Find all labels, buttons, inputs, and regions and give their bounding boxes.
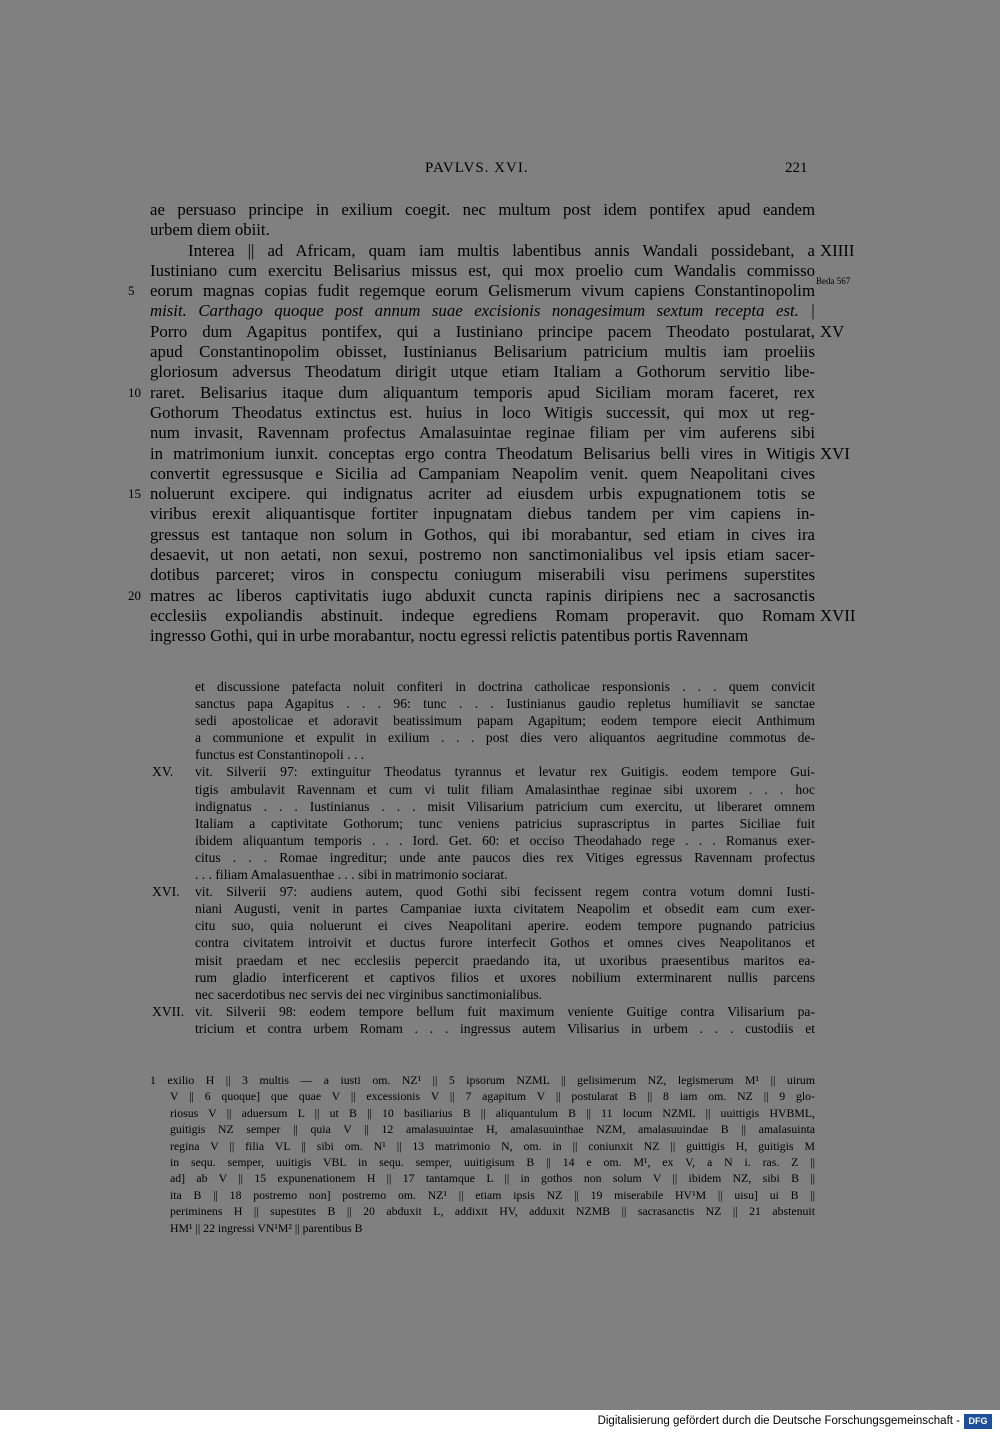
main-line [150,240,855,261]
page-number: 221 [785,160,808,176]
main-line-text: Porro dum Agapitus pontifex, qui a Iustiniano principe pacem Theodato postularat, [150,321,815,341]
digitization-footer [0,1410,1000,1434]
line-number: 5 [128,283,135,299]
main-line-text: noluerunt excipere. qui indignatus acriter ad eiusdem urbis expugnationem totis se [150,484,815,504]
main-line [150,220,815,240]
commentary-line [150,900,815,917]
main-line [150,321,845,342]
main-line-text: eorum magnas copias fudit regemque eorum Gelismerum vivum capiens Constantinopolim [150,281,815,301]
commentary-line [150,781,815,798]
commentary-line-text: functus est Constantinopoli . . . [195,747,365,763]
main-line-text: Interea || ad Africam, quam iam multis labentibus annis Wandali possidebant, a [188,240,815,260]
main-line-text: ecclesiis expoliandis abstinuit. indeque egrediens Romam properavit. quo Romam [150,605,815,625]
main-line-text: raret. Belisarius itaque dum aliquantum temporis apud Siciliam moram faceret, rex [150,382,815,402]
main-line-text: in matrimonium iunxit. conceptas ergo contra Theodatum Belisarius belli vires in Witigis [150,443,815,463]
commentary-line [150,746,815,763]
commentary-line-text: citu suo, quia noluerunt ei cives Neapolitani aperire. eodem tempore pugnando patricius [195,918,815,934]
margin-chapter-number: XVI [820,443,850,463]
line-number: 10 [128,384,141,400]
commentary-line [150,832,815,849]
commentary-line [150,952,815,969]
commentary-line-text: . . . filiam Amalasuenthae . . . sibi in matrimonio sociarat. [195,867,508,883]
main-line-text: ae persuaso principe in exilium coegit. nec multum post idem pontifex apud eandem [150,200,815,219]
apparatus-line-text: riosus V || aduersum L || ut B || 10 basiliarius B || aliquantulum B || 11 locum NZML || uuittigis HVBML, [170,1105,815,1120]
commentary-line-text: misit praedam et nec ecclesiis pepercit praedando ita, ut uxoribus praesentibus maritos ea- [195,952,815,968]
main-line-text: ingresso Gothi, qui in urbe morabantur, noctu egressi relictis patentibus portis Ravennam [150,626,749,646]
commentary-line [150,798,815,815]
commentary-line-text: indignatus . . . Iustinianus . . . misit Vilisarium patricium cum exercitu, ut liberaret omnem [195,798,815,814]
main-line-text: viribus erexit aliquantisque fortiter inpugnatam diebus tandem per vim capiens in- [150,504,815,524]
main-line-text: gloriosum adversus Theodatum dirigit utque etiam Italiam a Gothorum servitio libe- [150,362,815,382]
running-header [0,160,1000,182]
main-line [128,585,815,606]
main-line [150,504,815,524]
commentary-line-text: tricium et contra urbem Romam . . . ingressus autem Vilisarius in urbem . . . custodiis et [195,1020,815,1036]
main-line [150,342,815,362]
apparatus-line [150,1154,815,1170]
main-line [150,301,815,321]
commentary-chapter-label: XVII. [152,1003,185,1019]
main-line-text: Iustiniano cum exercitu Belisarius missus est, qui mox proelio cum Wandalis commisso [150,260,815,280]
apparatus-line [150,1170,815,1186]
commentary-line-text: nec sacerdotibus nec servis dei nec virginibus sanctimonialibus. [195,986,543,1002]
line-number: 15 [128,486,141,502]
commentary [150,678,815,1037]
main-line [150,464,815,484]
apparatus-line [150,1220,815,1236]
commentary-line-text: vit. Silverii 98: eodem tempore bellum fuit maximum veniente Guitige contra Vilisarium pa- [195,1003,815,1019]
footer-credit: Digitalisierung gefördert durch die Deutsche Forschungsgemeinschaft - [597,1415,960,1427]
main-line-text: misit. Carthago quoque post annum suae excisionis nonagesimum sextum recepta est. | [150,301,815,321]
main-line-text: matres ac liberos captivitatis iugo abduxit cuncta rapinis diripiens nec a sacrosanctis [150,585,815,605]
main-line [150,423,815,443]
apparatus-line-text: guitigis NZ semper || quia V || 12 amalasuuintae H, amalasuuinthae NZM, amalasuuindae B || amalasuinta [170,1122,815,1137]
main-line [150,200,815,220]
commentary-line [150,917,815,934]
commentary-line [150,815,815,832]
apparatus-line-text: ita B || 18 postremo non] postremo om. NZ¹ || etiam ipsis NZ || 19 miserabile HV¹M || uisu] ui B || [170,1187,815,1202]
main-line-text: urbem diem obiit. [150,220,270,240]
main-line-text: gressus est tantaque non solum in Gothos, qui ibi morabantur, sed etiam in cives ira [150,524,815,544]
commentary-line [150,763,815,780]
margin-reference: Beda 567 [816,275,851,286]
commentary-line-text: contra civitatem introivit et ductus furore interfecit Gothos et omnes cives Neapolitanos et [195,935,815,951]
commentary-line-text: sedi apostolicae et adoravit beatissimum papam Agapitum; eodem tempore eiecit Anthimum [195,713,815,729]
main-line [150,525,815,545]
commentary-chapter-label: XV. [152,764,174,780]
commentary-line-text: tigis ambulavit Ravennam et cum vi tulit filiam Amalasinthae reginae sibi uxorem . . . hoc [195,781,815,797]
main-line [150,565,815,585]
main-line-text: Gothorum Theodatus extinctus est. huius in loco Witigis successit, qui mox ut reg- [150,402,815,422]
main-line [128,484,815,504]
main-line [150,626,815,646]
main-line [150,260,851,286]
commentary-chapter-label: XVI. [152,884,180,900]
apparatus-line [150,1187,815,1203]
commentary-line [150,883,815,900]
apparatus-line [150,1072,815,1088]
apparatus-line-text: 1 exilio H || 3 multis — a iusti om. NZ¹ || 5 ipsorum NZML || gelisimerum NZ, legismerum M¹ || uirum [150,1073,815,1087]
apparatus-line-text: V || 6 quoque] que quae V || excessionis V || 7 agapitum V || postularat B || 8 iam om. NZ || 9 glo- [170,1089,815,1104]
commentary-line-text: et discussione patefacta noluit confiteri in doctrina catholicae responsionis . . . quem convicit [195,679,815,694]
apparatus-line-text: in sequ. semper, uuitigis VBL in sequ. semper, uuitigisum B || 14 e om. M¹, ex V, a N i. ras. Z || [170,1154,815,1169]
apparatus-line-text: HM¹ || 22 ingressi VN¹M² || parentibus B [170,1220,363,1235]
commentary-line [150,986,815,1003]
margin-chapter-number: XIIII [820,240,855,260]
running-title: PAVLVS. XVI. [425,160,529,176]
line-number: 20 [128,587,141,603]
commentary-line-text: rum gladio interficerent et captivos filios et uxores nobilium exterminarent nullis parcens [195,969,815,985]
commentary-line [150,934,815,951]
commentary-line [150,678,815,695]
main-line-text: num invasit, Ravennam profectus Amalasuintae reginae filiam per vim auferens sibi [150,423,815,443]
commentary-line-text: a communione et expulit in exilium . . . post dies vero aliquantos aegritudine commotus de- [195,730,815,746]
main-line [150,605,856,626]
main-line [128,281,815,301]
main-line [150,403,815,423]
main-line-text: apud Constantinopolim obisset, Iustinianus Belisarium patricium multis iam proeliis [150,342,815,362]
apparatus-line [150,1105,815,1121]
dfg-logo: DFG [964,1414,992,1429]
commentary-line [150,969,815,986]
commentary-line [150,729,815,746]
commentary-line [150,712,815,729]
apparatus-line [150,1088,815,1104]
margin-chapter-number: XVII [820,605,856,625]
apparatus-line-text: regina V || filia VL || sibi om. N¹ || 13 matrimonio N, om. in || coniunxit NZ || guittigis H, guitigis M [170,1138,815,1153]
commentary-line-text: Italiam a captivitate Gothorum; tunc veniens patricius suprascriptus in partes Siciliae fuit [195,815,815,831]
main-line [150,545,815,565]
apparatus-line [150,1203,815,1219]
main-line [150,362,815,382]
main-line [128,382,815,403]
margin-chapter-number: XV [820,321,845,341]
apparatus-line-text: periminens H || supestites B || 20 abduxit L, addixit HV, adduxit NZMB || sacrasanctis NZ || 21 abstenuit [170,1204,815,1219]
main-text [128,200,856,647]
commentary-line [150,849,815,866]
commentary-line [150,695,815,712]
apparatus-line [150,1138,815,1154]
main-line-text: desaevit, ut non aetati, non sexui, postremo non sanctimonialibus vel ipsis etiam sacer- [150,545,815,565]
commentary-line [150,866,815,883]
apparatus-line [150,1121,815,1137]
main-line-text: dotibus parceret; viros in conspectu coniugum miserabili visu perimens superstites [150,565,815,585]
commentary-line-text: niani Augusti, venit in partes Campaniae iuxta civitatem Neapolim et obsedit eam cum exer- [195,901,815,917]
critical-apparatus [150,1072,815,1236]
commentary-line-text: citus . . . Romae ingreditur; unde ante paucos dies rex Vitiges egressus Ravennam profectus [195,849,815,865]
commentary-line [150,1003,815,1020]
commentary-line [150,1020,815,1037]
commentary-line-text: ibidem aliquantum temporis . . . Iord. Get. 60: et occiso Theodahado rege . . . Romanus exer- [195,832,815,848]
commentary-line-text: vit. Silverii 97: extinguitur Theodatus tyrannus et levatur rex Guitigis. eodem tempore Gui- [195,764,815,780]
apparatus-line-text: ad] ab V || 15 expunenationem H || 17 tantamque L || in gothos non solum V || ibidem NZ, sibi B || [170,1171,815,1186]
main-line [150,443,850,464]
commentary-line-text: vit. Silverii 97: audiens autem, quod Gothi sibi fecissent regem contra votum domni Iusti- [195,884,815,900]
commentary-line-text: sanctus papa Agapitus . . . 96: tunc . . . Iustinianus gaudio repletus humiliavit se sanctae [195,696,815,712]
main-line-text: convertit egressusque e Sicilia ad Campaniam Neapolim venit. quem Neapolitani cives [150,463,815,483]
